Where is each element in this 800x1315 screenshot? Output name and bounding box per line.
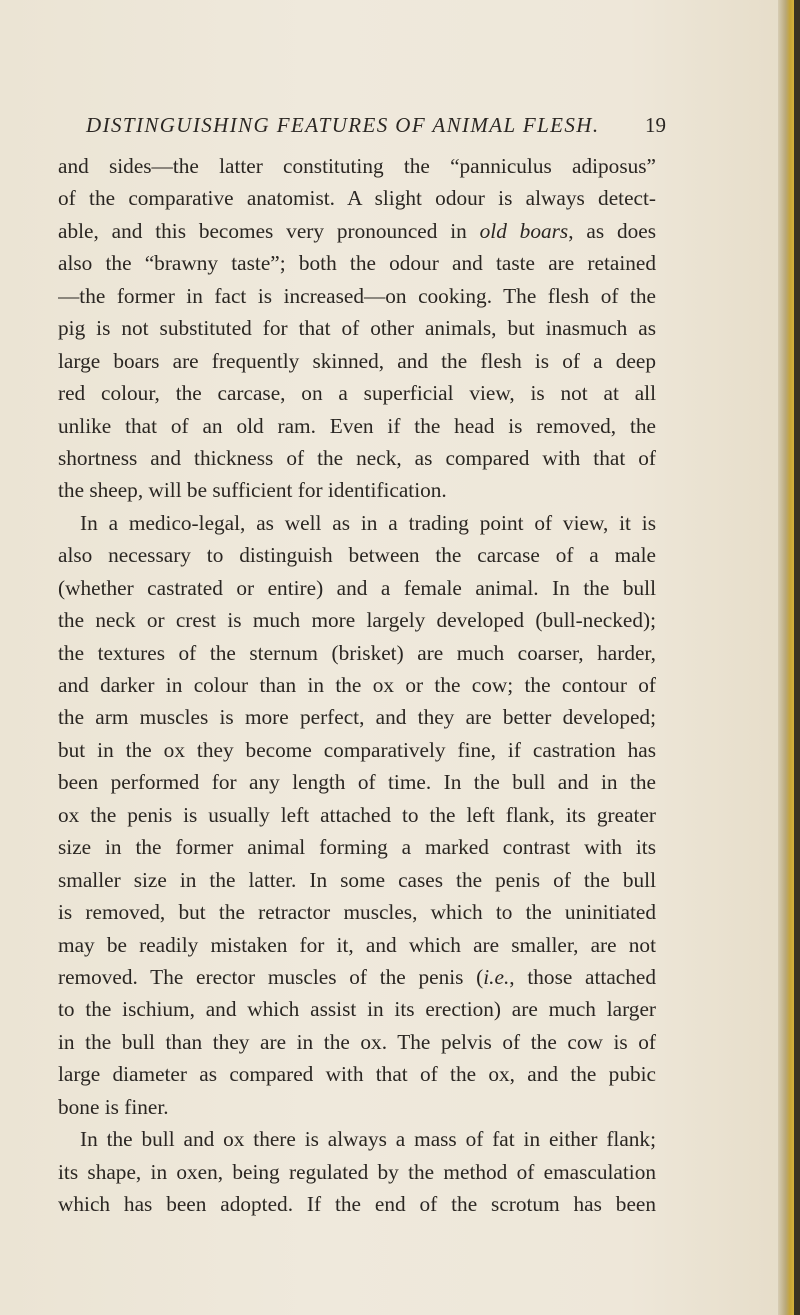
text-line: [58, 280, 656, 312]
text-segment: size in the former animal forming a marked contrast with its: [58, 835, 656, 860]
text-segment: also the “brawny taste”; both the odour and taste are retained: [58, 251, 656, 276]
text-segment: but in the ox they become comparatively fine, if castration has: [58, 737, 656, 762]
text-line: [58, 410, 656, 442]
text-line: [58, 864, 656, 896]
running-head: [86, 113, 666, 147]
text-line: [58, 831, 656, 863]
text-line: [58, 766, 656, 798]
text-segment: large boars are frequently skinned, and the flesh is of a deep: [58, 348, 656, 373]
text-line: [58, 247, 656, 279]
text-line: [58, 215, 656, 247]
text-segment: may be readily mistaken for it, and which are smaller, are not: [58, 932, 656, 957]
text-line: [58, 1156, 656, 1188]
running-head-title: DISTINGUISHING FEATURES OF ANIMAL FLESH.: [86, 113, 600, 137]
binding-edge: [794, 0, 800, 1315]
text-segment: and sides—the latter constituting the “panniculus adiposus”: [58, 154, 656, 178]
text-segment: smaller size in the latter. In some cases the penis of the bull: [58, 867, 656, 892]
text-segment: the arm muscles is more perfect, and they are better developed;: [58, 705, 656, 730]
text-segment: also necessary to distinguish between the carcase of a male: [58, 543, 656, 568]
text-line: [58, 929, 656, 961]
text-line: [58, 1091, 656, 1123]
text-line: [58, 799, 656, 831]
text-line: [58, 993, 656, 1025]
text-segment: the textures of the sternum (brisket) are much coarser, harder,: [58, 640, 656, 665]
text-segment: in the bull than they are in the ox. The pelvis of the cow is of: [58, 1029, 656, 1054]
text-line: [58, 1188, 656, 1220]
text-line: [58, 1026, 656, 1058]
text-segment: is removed, but the retractor muscles, which to the uninitiated: [58, 900, 656, 925]
text-line: [58, 377, 656, 409]
text-segment: large diameter as compared with that of the ox, and the pubic: [58, 1062, 656, 1087]
text-line: [58, 442, 656, 474]
text-segment: to the ischium, and which assist in its erection) are much larger: [58, 997, 656, 1022]
text-line: [58, 539, 656, 571]
text-line: [58, 182, 656, 214]
text-segment: pig is not substituted for that of other animals, but inasmuch as: [58, 316, 656, 341]
text-segment: unlike that of an old ram. Even if the head is removed, the: [58, 413, 656, 438]
text-segment: In a medico-legal, as well as in a trading point of view, it is: [80, 510, 656, 535]
italic-text: old boars: [479, 218, 569, 243]
text-line: [58, 507, 656, 539]
text-segment: , as does: [568, 218, 656, 243]
text-line: [58, 701, 656, 733]
text-segment: which has been adopted. If the end of the scrotum has been: [58, 1192, 656, 1216]
text-segment: —the former in fact is increased—on cooking. The flesh of the: [58, 283, 656, 308]
text-line: [58, 150, 656, 182]
text-line: [58, 572, 656, 604]
text-line: [58, 474, 656, 506]
text-segment: and darker in colour than in the ox or the cow; the contour of: [58, 673, 656, 697]
text-line: [58, 637, 656, 669]
body-text: [58, 150, 656, 1220]
text-segment: In the bull and ox there is always a mass of fat in either flank;: [80, 1127, 656, 1152]
text-segment: its shape, in oxen, being regulated by the method of emasculation: [58, 1159, 656, 1184]
text-line: [58, 312, 656, 344]
text-segment: removed. The erector muscles of the penis (: [58, 964, 484, 989]
text-line: [58, 669, 656, 701]
text-segment: the sheep, will be sufficient for identification.: [58, 478, 447, 503]
text-segment: bone is finer.: [58, 1094, 169, 1119]
text-line: [58, 345, 656, 377]
text-line: [58, 1058, 656, 1090]
text-segment: (whether castrated or entire) and a female animal. In the bull: [58, 575, 656, 600]
text-segment: shortness and thickness of the neck, as compared with that of: [58, 445, 656, 470]
text-segment: , those attached: [509, 964, 656, 989]
text-segment: able, and this becomes very pronounced in: [58, 218, 480, 243]
text-line: [58, 1123, 656, 1155]
page-number: 19: [645, 113, 666, 137]
italic-text: i.e.: [483, 964, 510, 989]
text-segment: red colour, the carcase, on a superficial view, is not at all: [58, 381, 656, 406]
text-line: [58, 604, 656, 636]
text-line: [58, 961, 656, 993]
text-segment: been performed for any length of time. In the bull and in the: [58, 770, 656, 795]
text-line: [58, 734, 656, 766]
text-segment: the neck or crest is much more largely developed (bull-necked);: [58, 608, 656, 633]
text-segment: ox the penis is usually left attached to the left flank, its greater: [58, 802, 656, 827]
text-line: [58, 896, 656, 928]
text-segment: of the comparative anatomist. A slight odour is always detect-: [58, 186, 656, 211]
